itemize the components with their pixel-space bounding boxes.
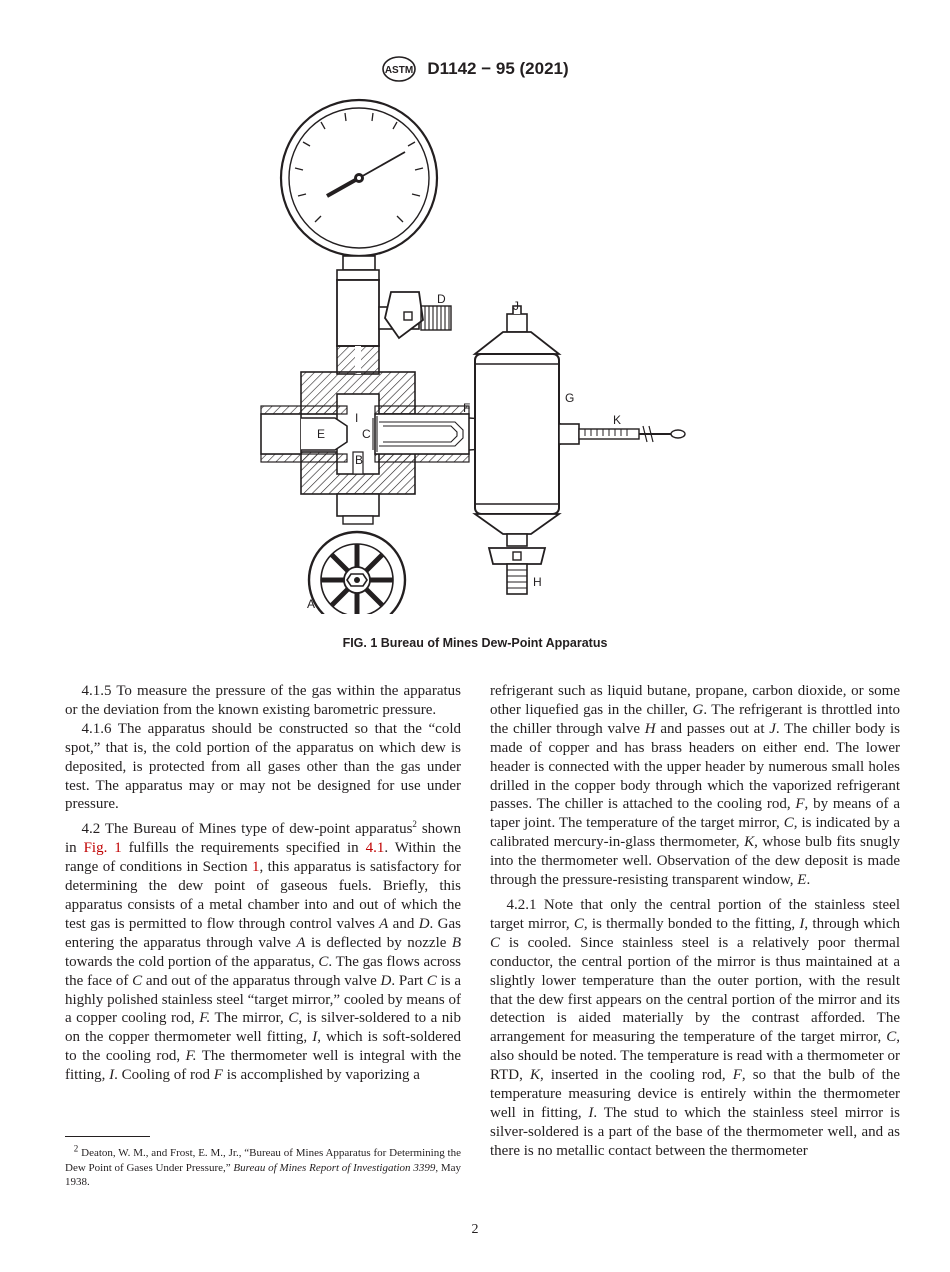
label-k: K: [613, 413, 622, 427]
footnote-ref[interactable]: 2: [412, 819, 417, 830]
label-f: F: [463, 401, 471, 415]
label-b: B: [355, 453, 364, 467]
page-header: [0, 56, 950, 82]
label-a: A: [307, 597, 316, 611]
link-section-1[interactable]: 1: [251, 859, 260, 876]
apparatus-body: [261, 372, 469, 524]
link-fig-1[interactable]: Fig. 1: [83, 840, 122, 857]
left-column: [65, 682, 461, 1085]
apparatus-diagram: [255, 92, 695, 614]
paragraph-4-1-5: 4.1.5 To measure the pressure of the gas within the apparatus or the deviation from the known existing barometric pressure.: [65, 683, 461, 718]
label-e: E: [317, 427, 326, 441]
logo-text: ASTM: [385, 65, 414, 76]
figure-caption: FIG. 1 Bureau of Mines Dew-Point Apparatus: [342, 636, 608, 650]
paragraph-4-2-continued: refrigerant such as liquid butane, propane, carbon dioxide, or some other liquefied gas in the chiller, G. The refrigerant is throttled into the chiller through valve H and passes out at J. The chiller body is made of copper and has brass headers on either end. The lower header is connected with the upper header by numerous small holes drilled in the copper body through which the vaporized refrigerant passes. The chiller is attached to the cooling rod, F, by means of a taper joint. The temperature of the target mirror, C, is indicated by a calibrated mercury-in-glass thermometer, K, whose bulb fits snugly into the thermometer well. Observation of the dew deposit is made through the pressure-resisting transparent window, E.: [490, 683, 901, 889]
paragraph-4-1-6: 4.1.6 The apparatus should be constructed so that the “cold spot,” that is, the cold portion of the apparatus on which dew is deposited, is protected from all gases other than the gas under test. The apparatus may or may not be designed for use under pressure.: [65, 720, 461, 813]
astm-logo-icon: [381, 56, 417, 82]
paragraph-4-2: 4.2 The Bureau of Mines type of dew-point apparatus$^2$ shown in Fig. 1 fulfills the requirements specified in 4.1. Within the range of conditions in Section 1, this apparatus is satisfactory for determining the dew point of gaseous fuels. Briefly, this apparatus consists of a metal chamber into and out of which the test gas is permitted to flow through control valves A and D. Gas entering the apparatus through valve A is deflected by nozzle B towards the cold portion of the apparatus, C. The gas flows across the face of C and out of the apparatus through valve D. Part C is a highly polished stainless steel “target mirror,” cooled by means of a copper cooling rod, F. The mirror, C, is silver-soldered to a nib on the copper thermometer well fitting, I, which is soft-soldered to the cooling rod, F. The thermometer well is integral with the fitting, I. Cooling of rod F is accomplished by vaporizing a: [65, 819, 462, 1084]
label-j: J: [513, 299, 519, 313]
thermometer-k: [579, 426, 685, 442]
link-section-4-1[interactable]: 4.1: [365, 840, 385, 857]
label-h: H: [533, 575, 542, 589]
chiller-g: [475, 306, 579, 546]
label-i: I: [355, 411, 359, 425]
right-column: [490, 682, 900, 1161]
label-d: D: [437, 292, 446, 306]
footnote-divider: [65, 1136, 150, 1137]
footnote-2: $^2$ Deaton, W. M., and Frost, E. M., Jr., “Bureau of Mines Apparatus for Determining the Dew Point of Gases Under Pressure,” Bureau of Mines Report of Investigation 3399, May 1938.: [65, 1143, 462, 1188]
page-number: 2: [471, 1222, 479, 1237]
label-c: C: [362, 427, 371, 441]
figure-dew-point-apparatus: [255, 92, 695, 614]
valve-a-handwheel: [309, 532, 405, 614]
label-g: G: [565, 391, 575, 405]
paragraph-4-2-1: 4.2.1 Note that only the central portion of the stainless steel target mirror, C, is thermally bonded to the fitting, I, through which C is cooled. Since stainless steel is a relatively poor thermal conductor, the central portion of the mirror is thus maintained at a slightly lower temperature than the outer portion, with the result that the dew first appears on the central portion of the mirror and its detection is aided materially by the contrast afforded. The arrangement for measuring the temperature of the target mirror, C, also should be noted. The temperature is read with a thermometer or RTD, K, inserted in the cooling rod, F, so that the bulb of the temperature measuring device is entirely within the thermometer well in fitting, I. The stud to which the stainless steel mirror is silver-soldered is a part of the base of the thermometer well, and as there is no metallic contact between the thermometer: [490, 896, 900, 1159]
pressure-gauge: [281, 100, 437, 256]
document-designation: D1142 − 95 (2021): [427, 59, 569, 78]
